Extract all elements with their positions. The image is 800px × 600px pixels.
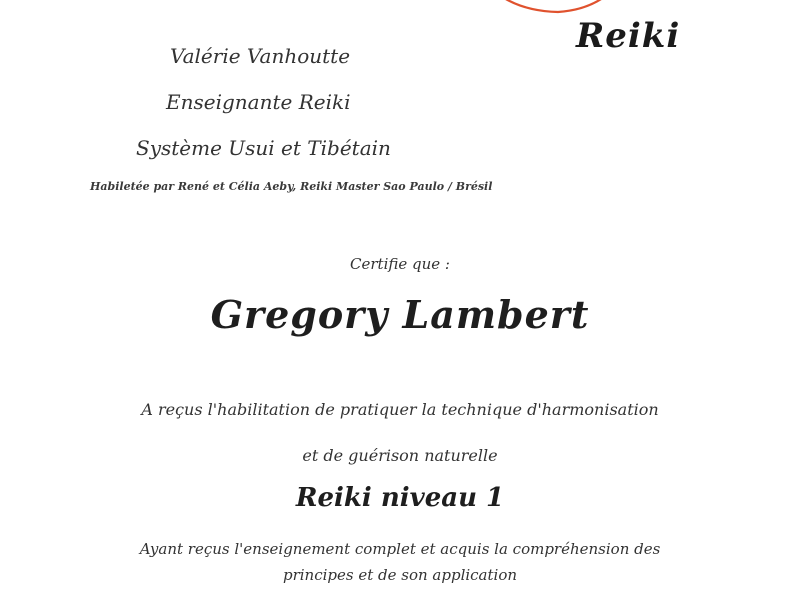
habilitation-line-2: et de guérison naturelle: [302, 446, 498, 465]
habilitation-line-1: A reçus l'habilitation de pratiquer la technique d'harmonisation: [141, 400, 659, 419]
certify-label: Certifie que :: [350, 255, 450, 273]
teaching-line-2: principes et de son application: [282, 566, 518, 584]
reiki-logo-word: Reiki: [576, 16, 681, 56]
teacher-system: Système Usui et Tibétain: [136, 136, 391, 160]
teacher-credential: Habiletée par René et Célia Aeby, Reiki Master Sao Paulo / Brésil: [90, 180, 493, 193]
teaching-line-1: Ayant reçus l'enseignement complet et acquis la compréhension des: [139, 540, 661, 558]
level-title: Reiki niveau 1: [295, 483, 505, 513]
teacher-title: Enseignante Reiki: [166, 90, 351, 114]
recipient-name: Gregory Lambert: [210, 292, 590, 337]
teacher-name: Valérie Vanhoutte: [170, 44, 351, 68]
